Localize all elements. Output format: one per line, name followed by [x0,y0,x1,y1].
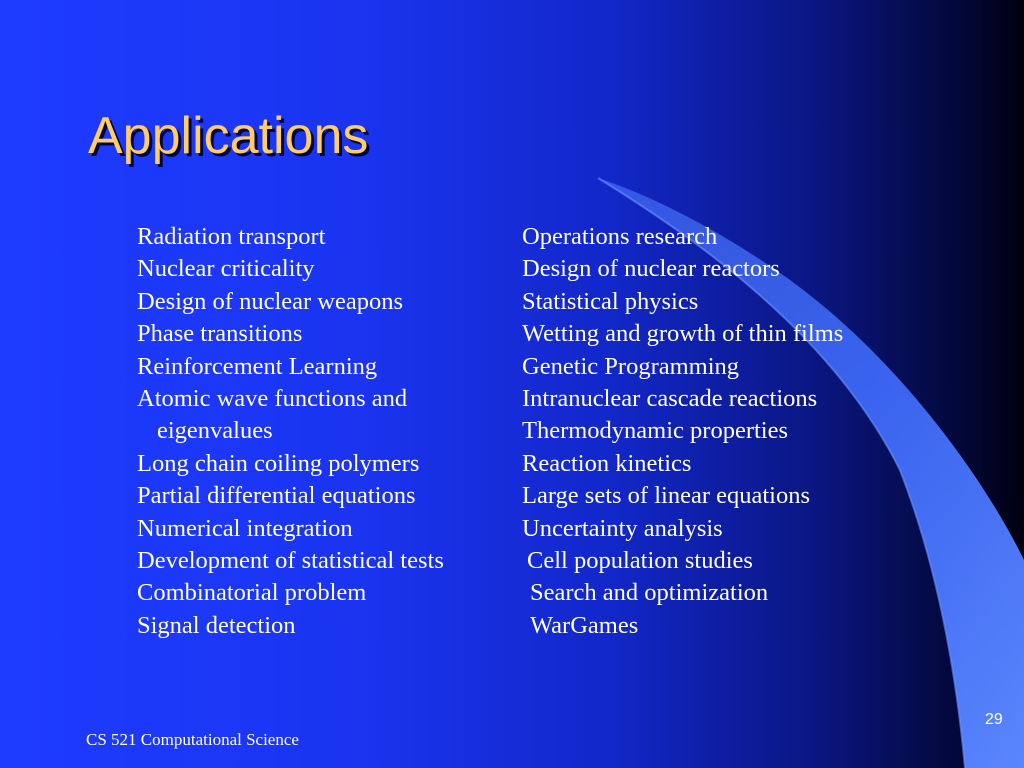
list-item: Numerical integration [137,514,353,542]
list-item: Reaction kinetics [522,449,692,477]
list-item: Thermodynamic properties [522,417,789,445]
list-item: Partial differential equations [137,482,416,510]
list-item: Radiation transport [137,223,326,250]
list-item: WarGames [530,611,639,639]
list-item: Design of nuclear reactors [522,255,780,283]
list-item: Design of nuclear weapons [137,287,404,315]
list-item: Atomic wave functions and [137,384,408,412]
list-item: Statistical physics [522,287,699,315]
list-item: Signal detection [137,611,296,639]
list-item: Nuclear criticality [137,255,315,283]
list-item: Wetting and growth of thin films [522,320,844,348]
list-item: Operations research [522,223,718,250]
slide-footer: CS 521 Computational Science [86,730,299,749]
right-application-list [522,221,843,642]
list-item: Genetic Programming [522,352,740,380]
left-application-list [137,221,444,642]
slide-number: 29 [985,711,1003,728]
list-item: Large sets of linear equations [522,482,811,510]
list-item: Combinatorial problem [137,579,367,607]
list-item: Intranuclear cascade reactions [522,384,818,412]
list-item: Reinforcement Learning [137,352,378,380]
list-item: eigenvalues [157,417,273,445]
list-item: Long chain coiling polymers [137,449,420,477]
slide-title: Applications [88,107,369,165]
list-item: Search and optimization [530,579,769,607]
list-item: Uncertainty analysis [522,514,723,542]
list-item: Development of statistical tests [137,546,444,574]
list-item: Phase transitions [137,320,303,348]
list-item: Cell population studies [527,546,753,574]
